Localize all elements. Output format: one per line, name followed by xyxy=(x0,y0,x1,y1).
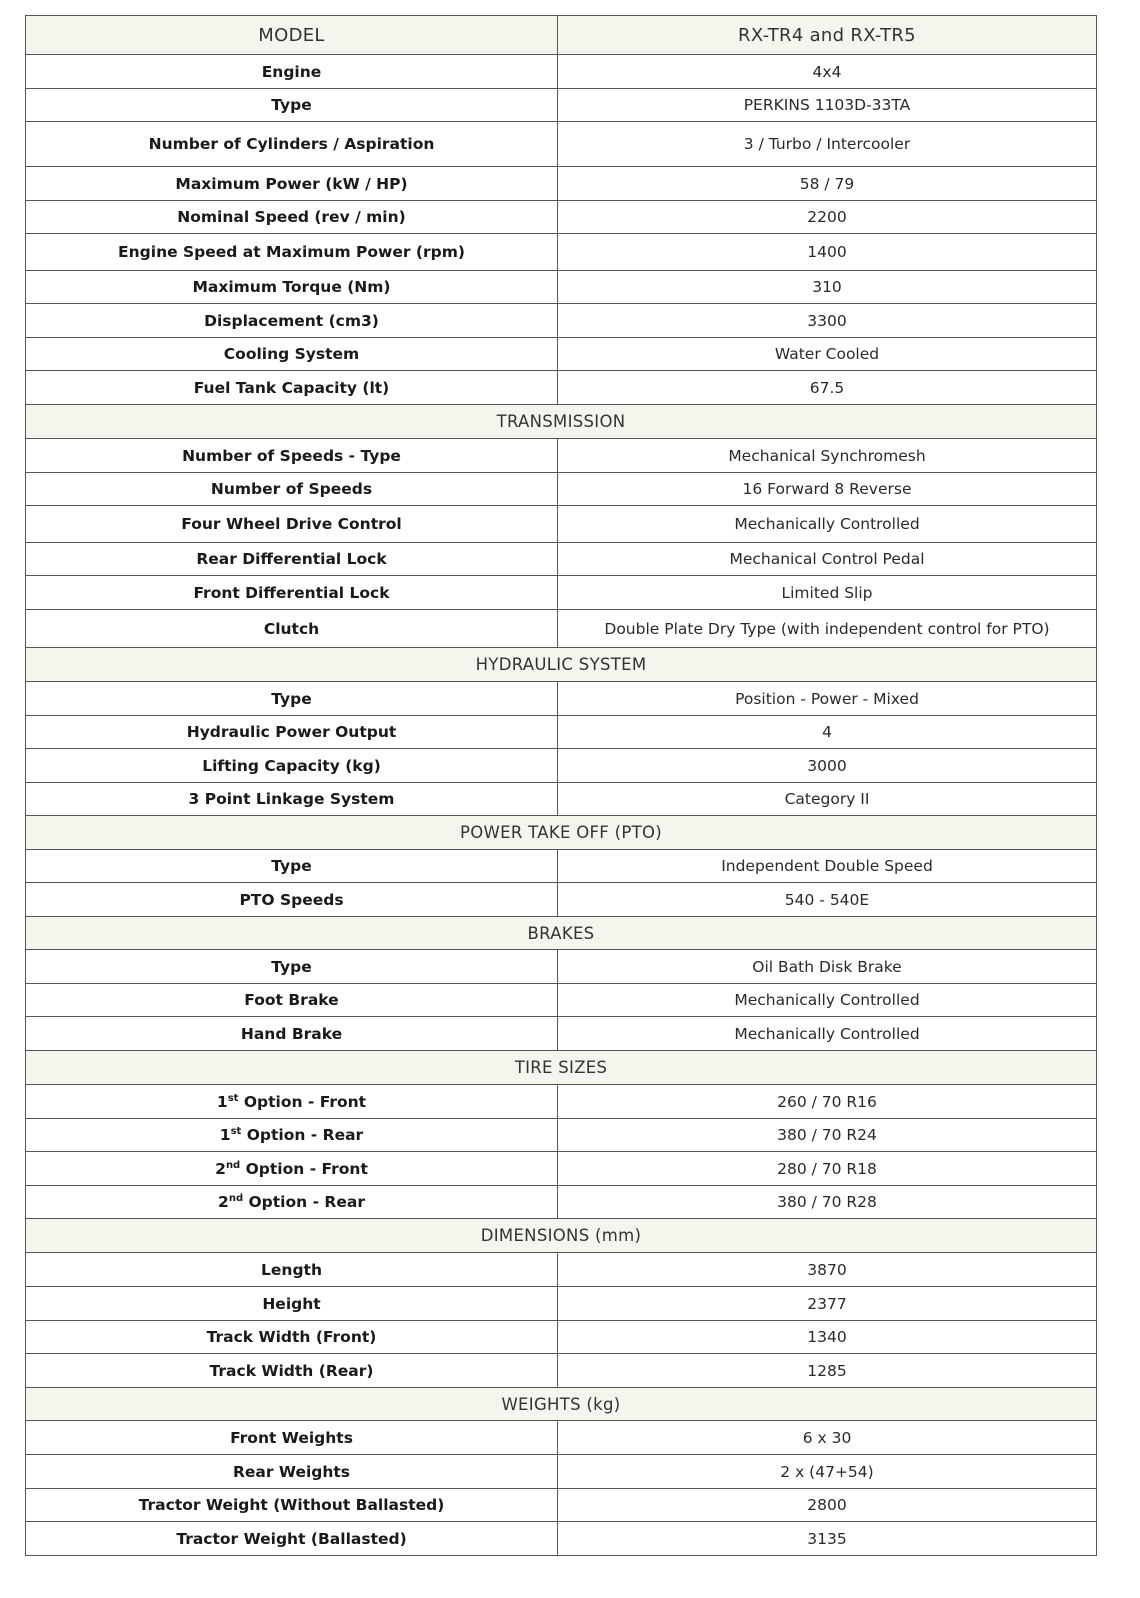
row-label: Lifting Capacity (kg) xyxy=(26,749,558,783)
row-value: Mechanical Synchromesh xyxy=(558,439,1097,473)
table-row xyxy=(26,473,1097,506)
ordinal-number: 2 xyxy=(218,1193,229,1211)
row-label: Hydraulic Power Output xyxy=(26,716,558,749)
row-label: Foot Brake xyxy=(26,984,558,1017)
table-row xyxy=(26,1421,1097,1455)
option-label: Option - Rear xyxy=(243,1193,365,1211)
row-label: Type xyxy=(26,950,558,984)
section-title-weights: WEIGHTS (kg) xyxy=(26,1388,1097,1421)
row-label: Height xyxy=(26,1287,558,1321)
row-label: Type xyxy=(26,850,558,883)
table-row xyxy=(26,1085,1097,1119)
section-header-row xyxy=(26,917,1097,950)
table-row xyxy=(26,850,1097,883)
table-row xyxy=(26,89,1097,122)
table-row xyxy=(26,716,1097,749)
row-value: 6 x 30 xyxy=(558,1421,1097,1455)
row-value: Mechanically Controlled xyxy=(558,1017,1097,1051)
row-value: Mechanical Control Pedal xyxy=(558,543,1097,576)
ordinal-number: 1 xyxy=(216,1092,228,1111)
table-row xyxy=(26,883,1097,917)
row-label: Length xyxy=(26,1253,558,1287)
row-label: Cooling System xyxy=(26,338,558,371)
row-label: Rear Weights xyxy=(26,1455,558,1489)
section-header-row xyxy=(26,405,1097,439)
option-label: Option - Front xyxy=(238,1092,367,1111)
row-label: Maximum Torque (Nm) xyxy=(26,271,558,304)
row-label: Tractor Weight (Without Ballasted) xyxy=(26,1489,558,1522)
row-value: Independent Double Speed xyxy=(558,850,1097,883)
section-title-brakes: BRAKES xyxy=(26,917,1097,950)
row-label: Type xyxy=(26,682,558,716)
row-value: Water Cooled xyxy=(558,338,1097,371)
table-row xyxy=(26,1017,1097,1051)
row-value: 2800 xyxy=(558,1489,1097,1522)
table-row xyxy=(26,271,1097,304)
row-label: Engine xyxy=(26,55,558,89)
row-value: 3 / Turbo / Intercooler xyxy=(558,122,1097,167)
section-title-hydraulic: HYDRAULIC SYSTEM xyxy=(26,648,1097,682)
ordinal-suffix: st xyxy=(227,1092,239,1104)
table-row xyxy=(26,576,1097,610)
table-row xyxy=(26,167,1097,201)
ordinal-suffix: nd xyxy=(228,1193,244,1204)
section-title-tires: TIRE SIZES xyxy=(26,1051,1097,1085)
row-value: 2377 xyxy=(558,1287,1097,1321)
table-row xyxy=(26,610,1097,648)
row-value: 280 / 70 R18 xyxy=(558,1152,1097,1186)
row-label: Tractor Weight (Ballasted) xyxy=(26,1522,558,1556)
row-value: 2200 xyxy=(558,201,1097,234)
row-value: Category II xyxy=(558,783,1097,816)
section-header-row xyxy=(26,1219,1097,1253)
table-row xyxy=(26,1354,1097,1388)
table-row xyxy=(26,1152,1097,1186)
row-value: 4 xyxy=(558,716,1097,749)
row-label: Clutch xyxy=(26,610,558,648)
row-label: Displacement (cm3) xyxy=(26,304,558,338)
row-label: Track Width (Front) xyxy=(26,1321,558,1354)
row-label: Number of Speeds - Type xyxy=(26,439,558,473)
section-title-pto: POWER TAKE OFF (PTO) xyxy=(26,816,1097,850)
row-label: Engine Speed at Maximum Power (rpm) xyxy=(26,234,558,271)
row-label: Front Differential Lock xyxy=(26,576,558,610)
row-label: Type xyxy=(26,89,558,122)
table-row xyxy=(26,1287,1097,1321)
table-row xyxy=(26,304,1097,338)
row-value: 380 / 70 R28 xyxy=(558,1186,1097,1219)
table-row xyxy=(26,338,1097,371)
row-label: Track Width (Rear) xyxy=(26,1354,558,1388)
row-label xyxy=(26,1186,558,1219)
ordinal-number: 2 xyxy=(215,1159,226,1178)
row-label: Hand Brake xyxy=(26,1017,558,1051)
row-value: Mechanically Controlled xyxy=(558,506,1097,543)
row-value: 2 x (47+54) xyxy=(558,1455,1097,1489)
row-value: 16 Forward 8 Reverse xyxy=(558,473,1097,506)
table-row xyxy=(26,950,1097,984)
row-value: Oil Bath Disk Brake xyxy=(558,950,1097,984)
table-row xyxy=(26,1321,1097,1354)
option-label: Option - Rear xyxy=(241,1126,364,1144)
table-row xyxy=(26,1119,1097,1152)
spec-table xyxy=(25,15,1097,1556)
ordinal-suffix: st xyxy=(230,1126,242,1137)
table-row xyxy=(26,543,1097,576)
row-value: 3300 xyxy=(558,304,1097,338)
section-title-transmission: TRANSMISSION xyxy=(26,405,1097,439)
row-value: 1400 xyxy=(558,234,1097,271)
section-title-dimensions: DIMENSIONS (mm) xyxy=(26,1219,1097,1253)
section-header-row xyxy=(26,648,1097,682)
row-value: Mechanically Controlled xyxy=(558,984,1097,1017)
row-label: 3 Point Linkage System xyxy=(26,783,558,816)
row-label xyxy=(26,1085,558,1119)
row-value: PERKINS 1103D-33TA xyxy=(558,89,1097,122)
table-row xyxy=(26,506,1097,543)
table-row xyxy=(26,55,1097,89)
row-value: Double Plate Dry Type (with independent control for PTO) xyxy=(558,610,1097,648)
row-value: 1340 xyxy=(558,1321,1097,1354)
model-value: RX-TR4 and RX-TR5 xyxy=(558,16,1097,55)
section-header-row xyxy=(26,1051,1097,1085)
row-value: 310 xyxy=(558,271,1097,304)
row-value: 58 / 79 xyxy=(558,167,1097,201)
row-label: Number of Speeds xyxy=(26,473,558,506)
table-row xyxy=(26,783,1097,816)
row-value: 260 / 70 R16 xyxy=(558,1085,1097,1119)
row-value: 3000 xyxy=(558,749,1097,783)
table-row xyxy=(26,749,1097,783)
table-header-row xyxy=(26,16,1097,55)
row-value: Limited Slip xyxy=(558,576,1097,610)
row-value: 1285 xyxy=(558,1354,1097,1388)
row-value: 3135 xyxy=(558,1522,1097,1556)
section-header-row xyxy=(26,1388,1097,1421)
row-label: Rear Differential Lock xyxy=(26,543,558,576)
table-row xyxy=(26,122,1097,167)
row-value: 380 / 70 R24 xyxy=(558,1119,1097,1152)
row-value: Position - Power - Mixed xyxy=(558,682,1097,716)
row-label: Maximum Power (kW / HP) xyxy=(26,167,558,201)
ordinal-number: 1 xyxy=(219,1126,231,1144)
ordinal-suffix: nd xyxy=(225,1159,241,1171)
row-label: Four Wheel Drive Control xyxy=(26,506,558,543)
model-label: MODEL xyxy=(26,16,558,55)
table-row xyxy=(26,201,1097,234)
row-label: PTO Speeds xyxy=(26,883,558,917)
row-value: 67.5 xyxy=(558,371,1097,405)
row-label xyxy=(26,1119,558,1152)
row-label: Front Weights xyxy=(26,1421,558,1455)
row-value: 540 - 540E xyxy=(558,883,1097,917)
row-value: 3870 xyxy=(558,1253,1097,1287)
table-row xyxy=(26,234,1097,271)
table-row xyxy=(26,1522,1097,1556)
row-label: Number of Cylinders / Aspiration xyxy=(26,122,558,167)
table-row xyxy=(26,1253,1097,1287)
table-row xyxy=(26,439,1097,473)
row-label xyxy=(26,1152,558,1186)
table-row xyxy=(26,984,1097,1017)
section-header-row xyxy=(26,816,1097,850)
option-label: Option - Front xyxy=(240,1159,368,1178)
table-row xyxy=(26,1489,1097,1522)
table-row xyxy=(26,682,1097,716)
table-row xyxy=(26,371,1097,405)
table-row xyxy=(26,1455,1097,1489)
table-row xyxy=(26,1186,1097,1219)
row-value: 4x4 xyxy=(558,55,1097,89)
row-label: Nominal Speed (rev / min) xyxy=(26,201,558,234)
row-label: Fuel Tank Capacity (lt) xyxy=(26,371,558,405)
